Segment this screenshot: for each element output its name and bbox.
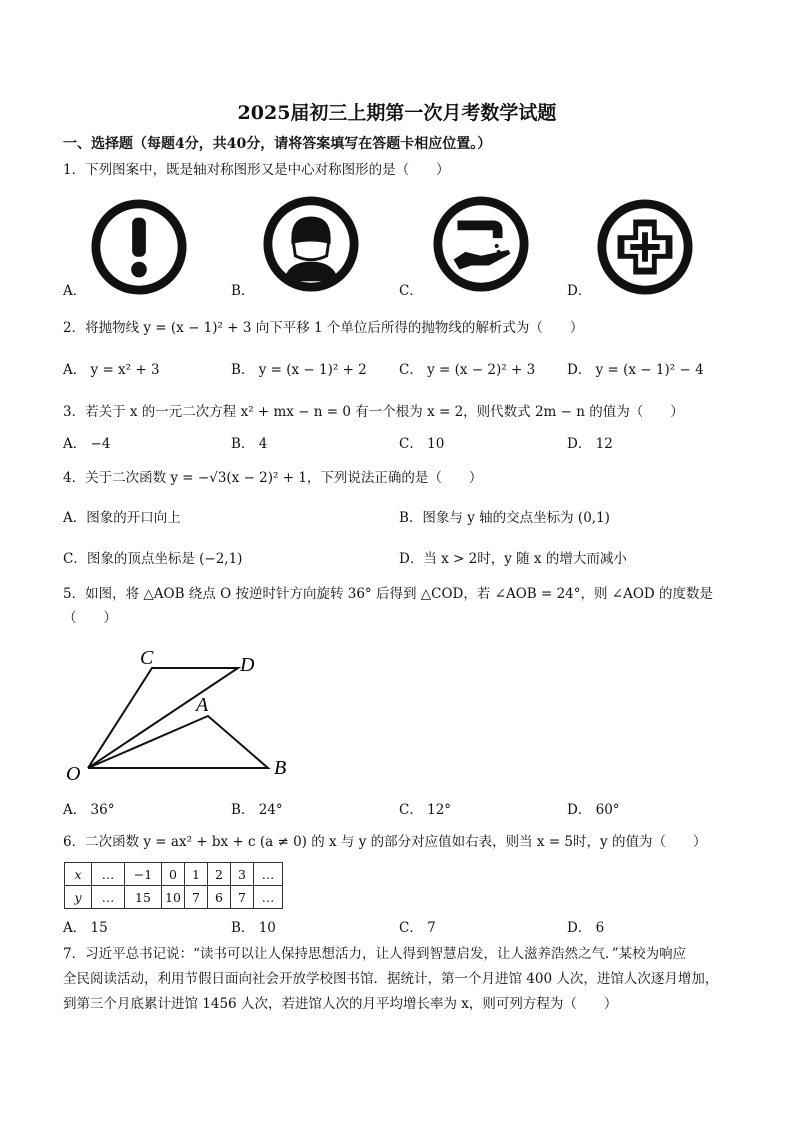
q4-option-a: A．图象的开口向上 xyxy=(63,510,181,526)
exclamation-sign-icon xyxy=(90,198,188,296)
medical-cross-icon xyxy=(596,198,694,296)
q1-option-d-label: D． xyxy=(567,283,592,299)
table-cell: 3 xyxy=(231,863,254,886)
q3-stem: 3．若关于 x 的一元二次方程 x² + mx − n = 0 有一个根为 x = 2，则代数式 2m − n 的值为（ ） xyxy=(63,404,684,420)
q3-option-a: A． −4 xyxy=(63,436,111,452)
q5-stem-line1: 5．如图，将 △AOB 绕点 O 按逆时针方向旋转 36° 后得到 △COD，若 ∠AOB = 24°，则 ∠AOD 的度数是 xyxy=(63,586,714,602)
table-row-y xyxy=(65,886,283,909)
q1-option-b-label: B． xyxy=(231,283,255,299)
q2-option-a: A． y = x² + 3 xyxy=(63,362,160,378)
table-cell: … xyxy=(254,863,283,886)
q5-stem-line2: （ ） xyxy=(63,610,117,626)
table-cell: 10 xyxy=(162,886,185,909)
q5-option-c: C． 12° xyxy=(399,802,452,818)
q7-line3: 到第三个月底累计进馆 1456 人次，若进馆人次的月平均增长率为 x，则可列方程为（ ） xyxy=(63,996,618,1012)
q5-option-d: D． 60° xyxy=(567,802,620,818)
rotation-figure xyxy=(60,640,310,790)
q3-option-c: C． 10 xyxy=(399,436,445,452)
q1-stem: 1．下列图案中，既是轴对称图形又是中心对称图形的是（ ） xyxy=(63,162,450,178)
q2-stem: 2．将抛物线 y = (x − 1)² + 3 向下平移 1 个单位后所得的抛物线的解析式为（ ） xyxy=(63,320,584,336)
table-cell: x xyxy=(65,863,92,886)
table-cell: −1 xyxy=(125,863,162,886)
q6-option-b: B． 10 xyxy=(231,920,276,936)
q5-option-b: B． 24° xyxy=(231,802,283,818)
page-title: 2025届初三上期第一次月考数学试题 xyxy=(237,102,557,124)
table-cell: 7 xyxy=(231,886,254,909)
table-cell: … xyxy=(92,863,125,886)
q5-option-a: A． 36° xyxy=(63,802,115,818)
table-cell: 6 xyxy=(208,886,231,909)
table-cell: 7 xyxy=(185,886,208,909)
table-row-x xyxy=(65,863,283,886)
point-a-label: A xyxy=(196,694,209,716)
q6-option-c: C． 7 xyxy=(399,920,436,936)
q4-option-d: D．当 x > 2时，y 随 x 的增大而减小 xyxy=(399,551,627,567)
table-cell: … xyxy=(254,886,283,909)
q3-option-b: B． 4 xyxy=(231,436,268,452)
q6-option-a: A． 15 xyxy=(63,920,108,936)
triangle-aob xyxy=(88,716,268,768)
table-cell: 15 xyxy=(125,886,162,909)
q2-option-d: D． y = (x − 1)² − 4 xyxy=(567,362,704,378)
q1-option-c-label: C． xyxy=(399,283,423,299)
triangle-cod xyxy=(88,668,238,768)
table-cell: 2 xyxy=(208,863,231,886)
masked-person-icon xyxy=(262,195,360,293)
point-b-label: B xyxy=(274,757,287,779)
q2-option-b: B． y = (x − 1)² + 2 xyxy=(231,362,367,378)
point-c-label: C xyxy=(140,647,154,669)
point-d-label: D xyxy=(240,654,255,676)
q2-option-c: C． y = (x − 2)² + 3 xyxy=(399,362,536,378)
table-cell: … xyxy=(92,886,125,909)
q4-option-c: C．图象的顶点坐标是 (−2,1) xyxy=(63,551,243,567)
q6-option-d: D． 6 xyxy=(567,920,605,936)
table-cell: y xyxy=(65,886,92,909)
q7-line1: 7．习近平总书记说：“读书可以让人保持思想活力，让人得到智慧启发，让人滋养浩然之气．”某校为响应 xyxy=(63,946,687,962)
q3-option-d: D． 12 xyxy=(567,436,613,452)
point-o-label: O xyxy=(66,763,81,785)
table-cell: 0 xyxy=(162,863,185,886)
q4-stem: 4．关于二次函数 y = −√3(x − 2)² + 1，下列说法正确的是（ ） xyxy=(63,470,483,486)
faucet-hand-icon xyxy=(432,195,530,293)
q1-option-a-label: A． xyxy=(63,283,87,299)
q4-option-b: B．图象与 y 轴的交点坐标为 (0,1) xyxy=(399,510,610,526)
section-heading-choice: 一、选择题（每题4分，共40分，请将答案填写在答题卡相应位置。） xyxy=(63,136,492,152)
q7-line2: 全民阅读活动，利用节假日面向社会开放学校图书馆．据统计，第一个月进馆 400 人次，进馆人次逐月增加， xyxy=(63,971,719,987)
q6-value-table xyxy=(64,862,283,909)
table-cell: 1 xyxy=(185,863,208,886)
q6-stem: 6．二次函数 y = ax² + bx + c (a ≠ 0) 的 x 与 y 的部分对应值如右表，则当 x = 5时，y 的值为（ ） xyxy=(63,834,707,850)
